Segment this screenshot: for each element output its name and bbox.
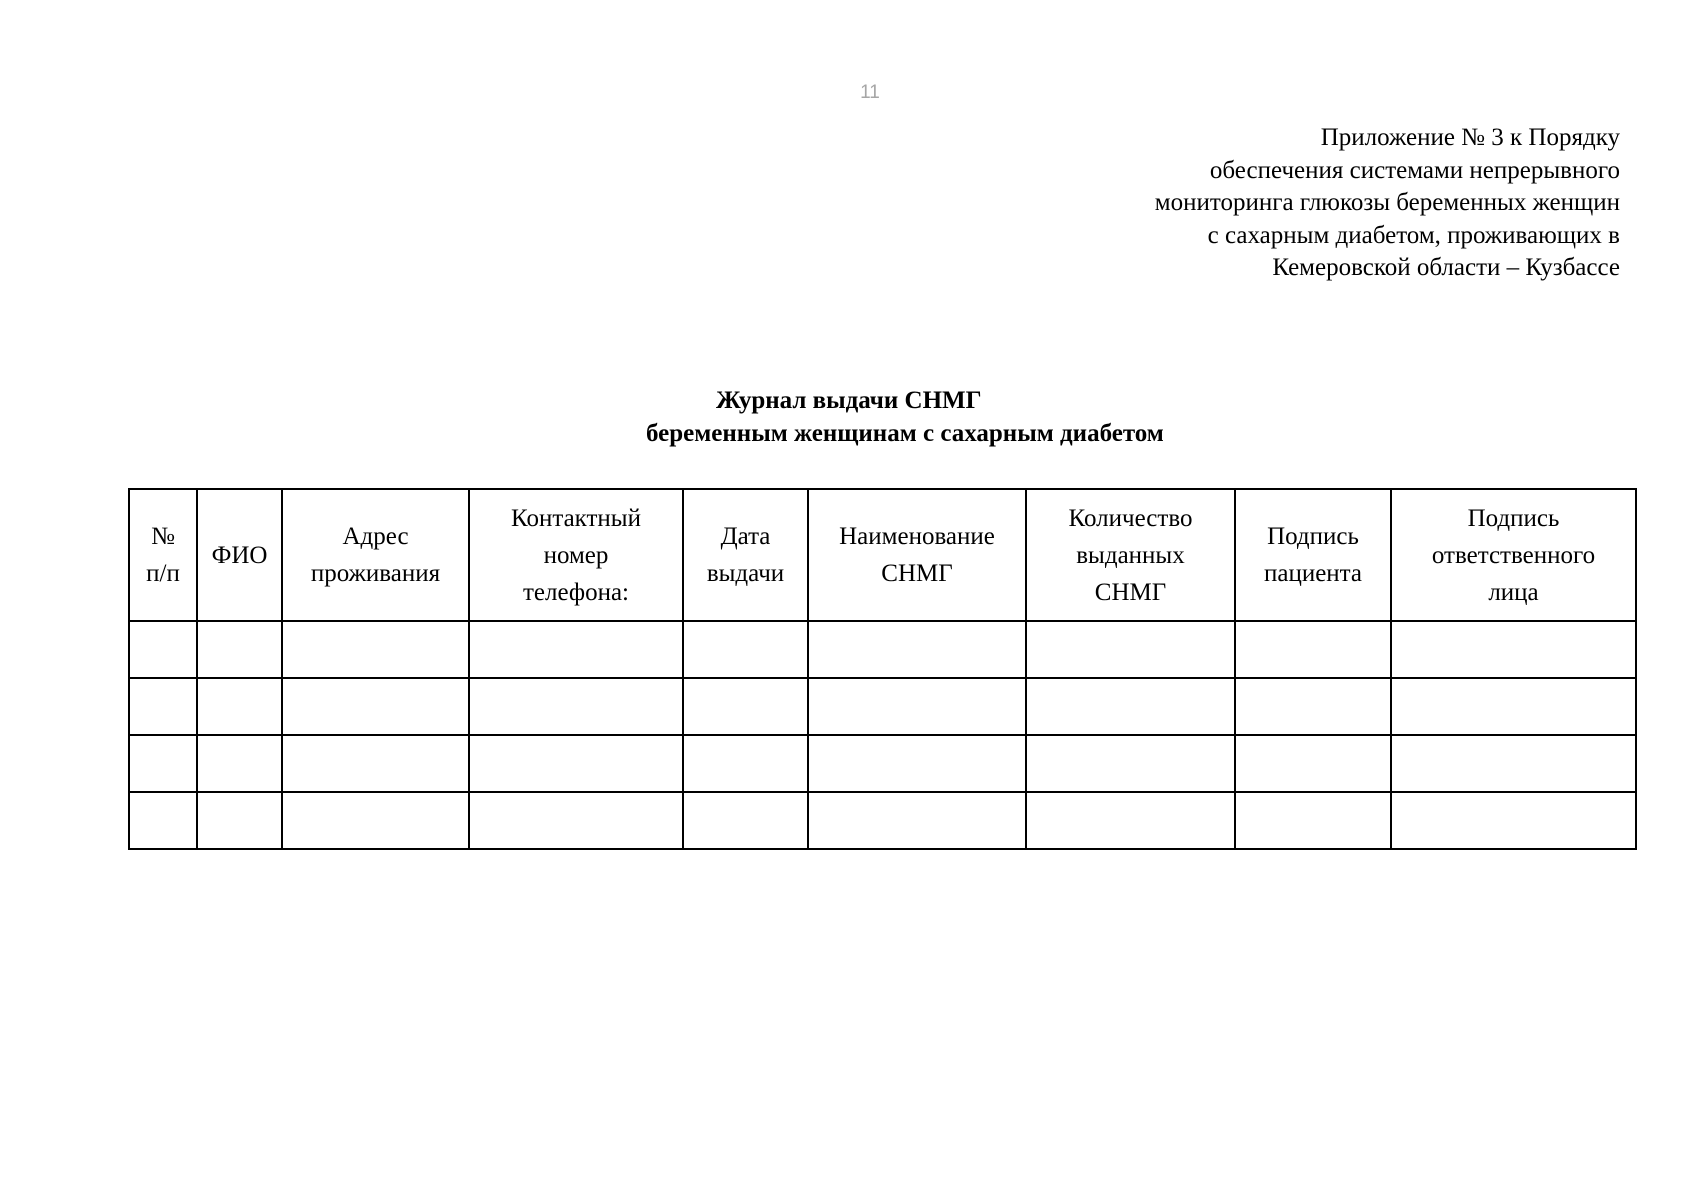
appendix-note (920, 122, 1620, 285)
table-cell[interactable] (1235, 621, 1391, 678)
column-header-line: Подпись (1467, 504, 1560, 532)
column-header-line: номер (543, 541, 609, 569)
table-cell[interactable] (1026, 621, 1235, 678)
table-cell[interactable] (1235, 678, 1391, 735)
table-cell[interactable] (197, 792, 282, 849)
column-header-line: Адрес (342, 523, 409, 550)
column-header (469, 489, 683, 621)
table-body (129, 621, 1636, 849)
table-cell[interactable] (808, 678, 1026, 735)
column-header-line: Наименование (839, 523, 995, 550)
table-header-row (129, 489, 1636, 621)
column-header-line: ФИО (211, 541, 268, 569)
column-header-line: СНМГ (1094, 578, 1167, 606)
table-cell[interactable] (808, 621, 1026, 678)
table-cell[interactable] (282, 621, 469, 678)
column-header (1391, 489, 1636, 621)
column-header-line: п/п (146, 560, 180, 587)
table-cell[interactable] (683, 792, 808, 849)
table-cell[interactable] (683, 621, 808, 678)
table-cell[interactable] (1026, 792, 1235, 849)
appendix-line: мониторинга глюкозы беременных женщин (1154, 189, 1620, 216)
table-cell[interactable] (197, 678, 282, 735)
column-header (1235, 489, 1391, 621)
table-cell[interactable] (1235, 792, 1391, 849)
column-header-line: СНМГ (881, 560, 953, 587)
table-cell[interactable] (469, 792, 683, 849)
column-header (282, 489, 469, 621)
column-header-line: пациента (1263, 560, 1363, 587)
column-header-line: лица (1488, 578, 1539, 606)
column-header-line: выданных (1076, 541, 1185, 569)
table-cell[interactable] (197, 735, 282, 792)
table-cell[interactable] (808, 792, 1026, 849)
table-cell[interactable] (808, 735, 1026, 792)
table-cell[interactable] (683, 735, 808, 792)
column-header-line: № (151, 523, 175, 550)
column-header-line: Дата (720, 523, 771, 550)
column-header-line: проживания (310, 560, 441, 587)
appendix-line: Кемеровской области – Кузбассе (1272, 254, 1620, 281)
journal-title-line: беременным женщинам с сахарным диабетом (646, 420, 1164, 447)
table-cell[interactable] (197, 621, 282, 678)
table-cell[interactable] (282, 735, 469, 792)
table-cell[interactable] (1391, 621, 1636, 678)
column-header-line: Подпись (1267, 523, 1359, 550)
table-cell[interactable] (129, 621, 197, 678)
column-header (683, 489, 808, 621)
table-cell[interactable] (1026, 678, 1235, 735)
table-cell[interactable] (129, 735, 197, 792)
table-cell[interactable] (129, 678, 197, 735)
table-cell[interactable] (469, 621, 683, 678)
column-header-line: выдачи (706, 560, 785, 587)
table-cell[interactable] (1391, 792, 1636, 849)
table-cell[interactable] (282, 678, 469, 735)
table-cell[interactable] (1391, 678, 1636, 735)
table-cell[interactable] (1391, 735, 1636, 792)
table-cell[interactable] (683, 678, 808, 735)
column-header (808, 489, 1026, 621)
table-cell[interactable] (469, 735, 683, 792)
column-header-line: ответственного (1431, 541, 1596, 569)
table-row (129, 678, 1636, 735)
column-header-line: телефона: (522, 578, 630, 606)
column-header (1026, 489, 1235, 621)
column-header-line: Контактный (511, 504, 641, 532)
appendix-line: обеспечения системами непрерывного (1209, 156, 1620, 184)
table-cell[interactable] (1026, 735, 1235, 792)
journal-title-line: Журнал выдачи СНМГ (716, 387, 982, 414)
table-row (129, 792, 1636, 849)
table-cell[interactable] (469, 678, 683, 735)
table-cell[interactable] (282, 792, 469, 849)
column-header (197, 489, 282, 621)
journal-table (128, 488, 1637, 850)
column-header-line: Количество (1068, 504, 1193, 532)
appendix-line: с сахарным диабетом, проживающих в (1207, 221, 1620, 249)
table-cell[interactable] (129, 792, 197, 849)
appendix-line: Приложение № 3 к Порядку (1320, 124, 1620, 151)
page-number: 11 (860, 82, 880, 103)
table-row (129, 621, 1636, 678)
column-header (129, 489, 197, 621)
table-cell[interactable] (1235, 735, 1391, 792)
table-row (129, 735, 1636, 792)
